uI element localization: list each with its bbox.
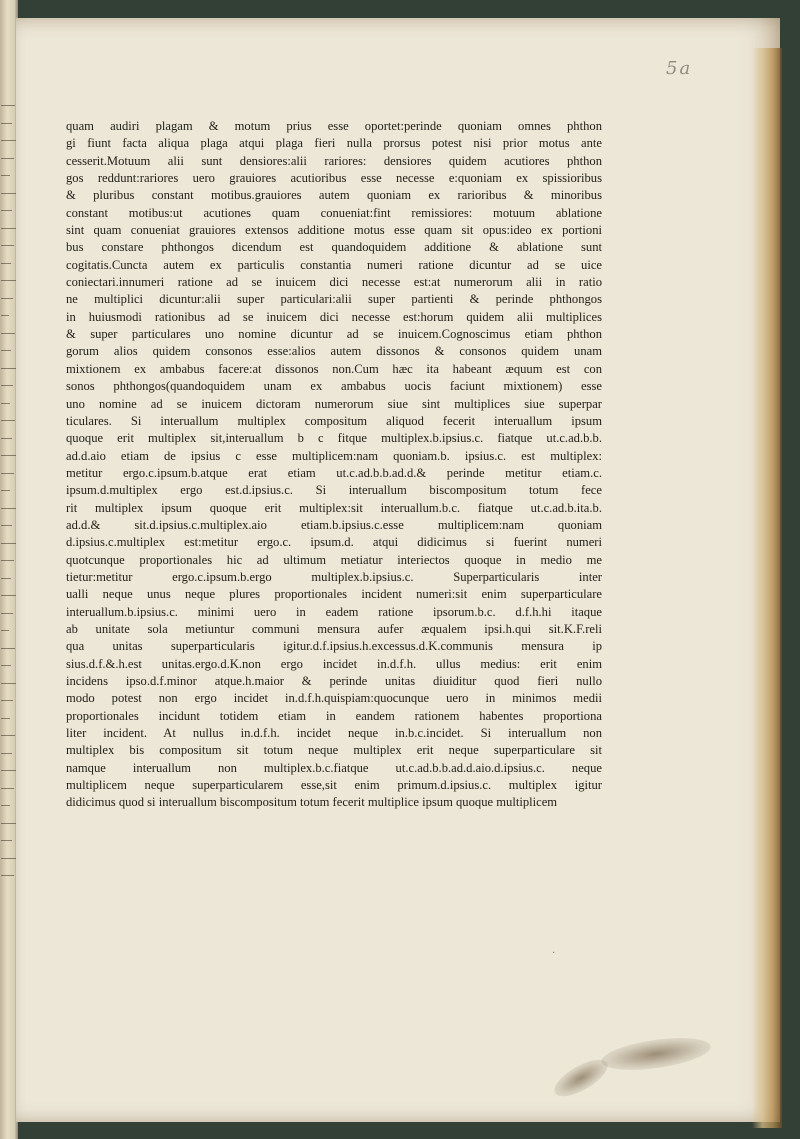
facing-page-text-fragment: [1, 613, 13, 614]
facing-page-text-fragment: [1, 420, 15, 421]
facing-page-text-fragment: [1, 123, 12, 124]
text-line: interuallum.b.ipsius.c. minimi uero in eadem ratione ipsorum.b.c. d.f.h.hi itaque: [66, 604, 602, 619]
text-line: quam audiri plagam & motum prius esse oportet:perinde quoniam omnes phthon: [66, 119, 602, 133]
page-fore-edge-shadow: [752, 48, 782, 1128]
facing-page-text-fragment: [1, 788, 14, 789]
stain-mark: [600, 1032, 713, 1075]
facing-page-text-fragment: [1, 560, 14, 561]
facing-page-text-fragment: [1, 315, 9, 316]
text-line: ticulares. Si interuallum multiplex compositum aliquod fecerit interuallum ipsum: [66, 413, 602, 428]
facing-page-text-fragment: [1, 245, 14, 246]
text-line: sint quam conueniat grauiores extensos additione motus esse quam sit opus:ideo ex portioni: [66, 223, 602, 238]
text-line: modo potest non ergo incidet in.d.f.h.quispiam:quocunque uero in minimos medii: [66, 691, 602, 706]
facing-page-text-fragment: [1, 438, 12, 439]
facing-page-text-fragment: [1, 753, 12, 754]
stain-mark: [549, 1053, 613, 1104]
text-line: constant motibus:ut acutiones quam conueniat:fint remissiores: motuum ablatione: [66, 205, 602, 220]
ink-speck: ·: [552, 948, 556, 959]
facing-page-text-fragment: [1, 525, 12, 526]
text-line: sius.d.f.&.h.est unitas.ergo.d.K.non ergo incidet in.d.f.h. ullus medius: erit enim: [66, 656, 602, 671]
text-line: d.ipsius.c.multiplex est:metitur ergo.c. ipsum.d. atqui didicimus si fuerint numeri: [66, 535, 602, 550]
text-line: mixtionem ex ambabus facere:at dissonos non.Cum hæc ita habeant æquum est con: [66, 361, 602, 376]
facing-page-text-fragment: [1, 263, 11, 264]
text-line: multiplex bis compositum sit totum neque multiplex erit neque superparticulare sit: [66, 743, 602, 758]
text-line: ualli neque unus neque plures proportionales incident numeri:sit enim superparticulare: [66, 587, 602, 602]
facing-page-text-fragment: [1, 175, 10, 176]
facing-page-text-fragment: [1, 210, 12, 211]
text-line: multiplicem neque superparticularem esse,sit enim primum.d.ipsius.c. multiplex igitur: [66, 778, 602, 793]
text-line: rit multiplex ipsum quoque erit multiplex:sit interuallum.b.c. fiatque ut.c.ad.b.ita.b.: [66, 500, 602, 515]
text-line: ab unitate sola metiuntur communi mensura aufer æqualem ipsi.h.qui sit.K.F.reli: [66, 621, 602, 636]
facing-page-text-fragment: [1, 700, 13, 701]
facing-page-text-fragment: [1, 840, 12, 841]
text-line: ad.d.aio etiam de ipsius c esse multiplicem:nam quoniam.b. ipsius.c. est multiplex:: [66, 448, 602, 463]
facing-page-text-fragment: [1, 805, 10, 806]
facing-page-text-fragment: [1, 595, 16, 596]
facing-page-text-fragment: [1, 823, 16, 824]
folio-number: 5a: [666, 58, 693, 79]
text-line: qua unitas superparticularis igitur.d.f.ipsius.h.excessus.d.K.communis mensura ip: [66, 639, 602, 654]
facing-page-text-fragment: [1, 473, 14, 474]
text-line: tietur:metitur ergo.c.ipsum.b.ergo multiplex.b.ipsius.c. Superparticularis inter: [66, 569, 602, 584]
text-line: sonos phthongos(quandoquidem unam ex ambabus uocis faciunt mixtionem) esse: [66, 379, 602, 394]
text-line: quotcunque proportionales hic ad ultimum metiatur interiectos quoque in medio me: [66, 552, 602, 567]
facing-page-text-fragment: [1, 648, 15, 649]
text-line: cesserit.Motuum alii sunt densiores:alii rariores: densiores quidem acutiores phthon: [66, 153, 602, 168]
facing-page-text-fragment: [1, 770, 17, 771]
text-line: proportionales incidunt totidem etiam in eandem rationem habentes proportiona: [66, 708, 602, 723]
facing-page-text-fragment: [1, 508, 16, 509]
text-block: [66, 118, 602, 812]
facing-page-text-fragment: [1, 875, 14, 876]
facing-page-text-fragment: [1, 350, 11, 351]
text-line: liter incident. At nullus in.d.f.h. incidet neque in.b.c.incidet. Si interuallum non: [66, 726, 602, 741]
text-line: incidens ipso.d.f.minor atque.h.maior & perinde unitas diuiditur quod fieri nullo: [66, 674, 602, 688]
facing-page-text-fragment: [1, 193, 16, 194]
facing-page-text-fragment: [1, 105, 15, 106]
facing-page-text-fragment: [1, 718, 10, 719]
text-line: in huiusmodi rationibus ad se inuicem dici necesse est:horum quidem alii multiplices: [66, 309, 602, 324]
text-line: ipsum.d.multiplex ergo est.d.ipsius.c. Si interuallum biscompositum totum fece: [66, 483, 602, 498]
facing-page-text-fragment: [1, 385, 13, 386]
text-line: gorum alios quidem consonos esse:alios autem dissonos & consonos quidem unam: [66, 344, 602, 359]
facing-page-text-fragment: [1, 140, 17, 141]
facing-page-text-fragment: [1, 333, 15, 334]
facing-page-text-fragment: [1, 490, 10, 491]
facing-page-text-fragment: [1, 578, 11, 579]
text-line: gi fiunt facta aliqua plaga atqui plaga fieri nulla prorsus potest nisi prior motus ante: [66, 136, 602, 151]
text-line: cogitatis.Cuncta autem ex particulis constantia numeri ratione dicuntur ad se uice: [66, 257, 602, 272]
facing-page-text-fragment: [1, 735, 15, 736]
text-line: didicimus quod si interuallum biscompositum totum fecerit multiplice ipsum quoque multiplicem: [66, 795, 558, 810]
text-line: uno nomine ad se inuicem dictoram numerorum siue sint multiplices siue superpar: [66, 396, 602, 411]
facing-page-text-fragment: [1, 455, 17, 456]
facing-page-text-fragment: [1, 368, 17, 369]
facing-page-text-fragment: [1, 298, 13, 299]
text-line: ne multiplici dicuntur:alii super particulari:alii super partienti & perinde phthongos: [66, 292, 602, 307]
text-line: quoque erit multiplex sit,interuallum b c fitque multiplex.b.ipsius.c. fiatque ut.c.ad.b.b.: [66, 431, 602, 446]
text-line: bus constare phthongos dicendum est quandoquidem additione & ablatione sunt: [66, 240, 602, 255]
text-line: gos reddunt:rariores uero grauiores acutioribus esse necesse e:quoniam ex spissioribus: [66, 171, 602, 186]
text-line: namque interuallum non multiplex.b.c.fiatque ut.c.ad.b.b.ad.d.aio.d.ipsius.c. neque: [66, 760, 602, 775]
text-line: metitur ergo.c.ipsum.b.atque erat etiam ut.c.ad.b.b.ad.d.& perinde metitur etiam.c.: [66, 465, 602, 480]
book-page: [16, 18, 780, 1122]
text-line: ad.d.& sit.d.ipsius.c.multiplex.aio etiam.b.ipsius.c.esse multiplicem:nam quoniam: [66, 517, 602, 532]
text-line: & pluribus constant motibus.grauiores autem quoniam ex rarioribus & minoribus: [66, 188, 602, 203]
facing-page-text-fragment: [1, 630, 9, 631]
facing-page-text-fragment: [1, 665, 11, 666]
facing-page-text-fragment: [1, 403, 10, 404]
text-line: & super particulares uno nomine dicuntur ad se inuicem.Cognoscimus etiam phthon: [66, 327, 602, 342]
facing-page-text-fragment: [1, 158, 14, 159]
facing-page-text-fragment: [1, 683, 17, 684]
facing-page-text-fragment: [1, 280, 16, 281]
text-line: coniectari.innumeri ratione ad se inuicem dici necesse est:at numerorum alii in ratio: [66, 275, 602, 290]
